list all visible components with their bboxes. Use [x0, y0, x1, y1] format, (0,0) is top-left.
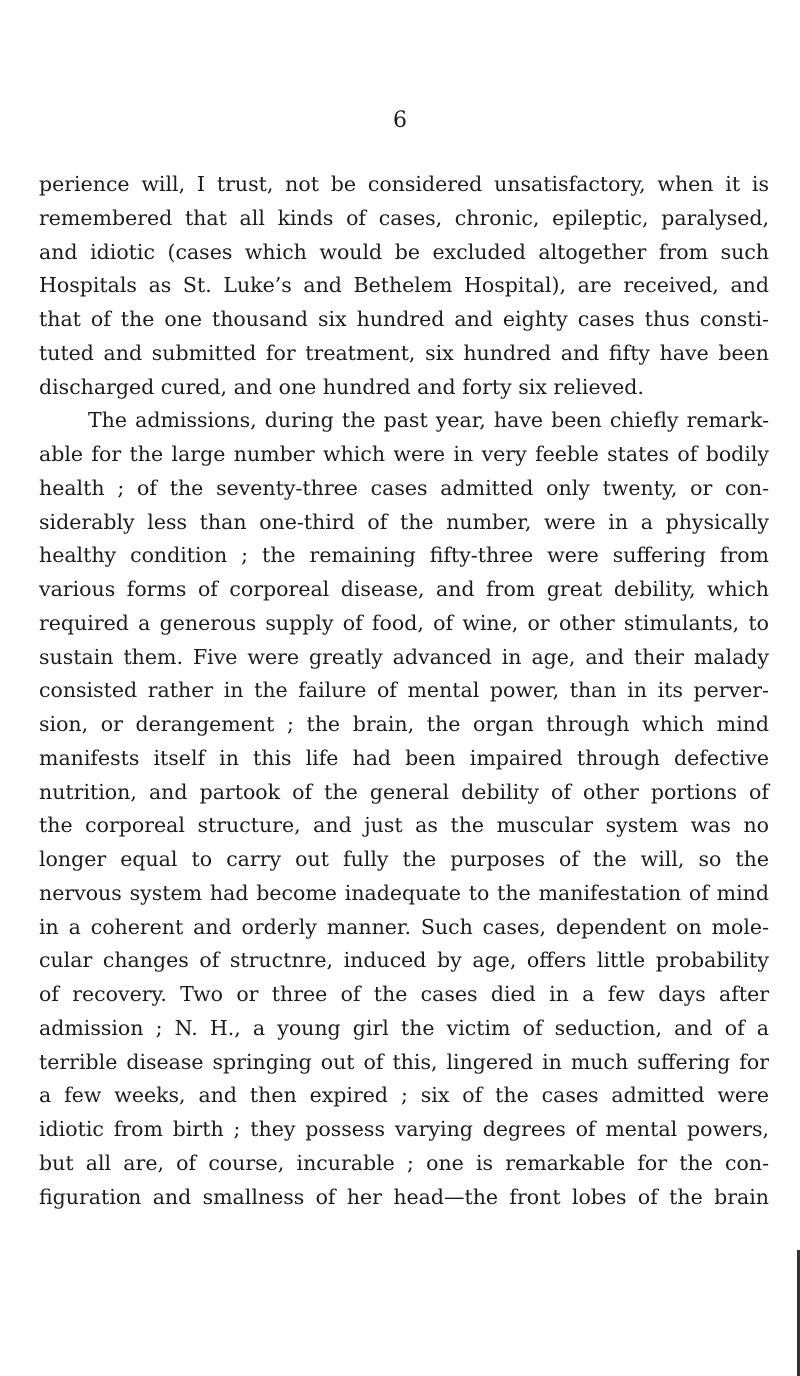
- text-line: nervous system had become inadequate to the manifestation of mind: [39, 880, 769, 905]
- text-line: sustain them. Five were greatly advanced in age, and their malady: [39, 644, 769, 669]
- text-line: admission ; N. H., a young girl the victim of seduction, and of a: [39, 1015, 769, 1040]
- text-line: manifests itself in this life had been impaired through defective: [39, 745, 769, 770]
- text-line: and idiotic (cases which would be excluded altogether from such: [39, 239, 769, 264]
- text-line: required a generous supply of food, of wine, or other stimulants, to: [39, 610, 769, 635]
- text-line: sion, or derangement ; the brain, the organ through which mind: [39, 712, 769, 736]
- text-line: various forms of corporeal disease, and from great debility, which: [39, 577, 769, 601]
- paragraph-1: [39, 168, 769, 404]
- text-line: perience will, I trust, not be considered unsatisfactory, when it is: [39, 172, 769, 196]
- text-line: Hospitals as St. Luke’s and Bethelem Hospital), are received, and: [39, 273, 769, 298]
- text-line: terrible disease springing out of this, lingered in much suffering for: [39, 1049, 769, 1074]
- text-line: but all are, of course, incurable ; one is remarkable for the con-: [39, 1150, 769, 1175]
- text-line: able for the large number which were in very feeble states of bodily: [39, 442, 769, 466]
- paragraph-2: [39, 404, 769, 1214]
- text-line: healthy condition ; the remaining fifty-three were suffering from: [39, 543, 769, 568]
- text-line: consisted rather in the failure of mental power, than in its perver-: [39, 678, 769, 703]
- text-line: nutrition, and partook of the general debility of other portions of: [39, 779, 769, 804]
- text-line: The admissions, during the past year, have been chiefly remark-: [88, 408, 769, 433]
- text-line: that of the one thousand six hundred and eighty cases thus consti-: [39, 307, 769, 331]
- text-line: a few weeks, and then expired ; six of the cases admitted were: [39, 1083, 769, 1108]
- text-line: of recovery. Two or three of the cases died in a few days after: [39, 982, 769, 1006]
- text-line: idiotic from birth ; they possess varying degrees of mental powers,: [39, 1117, 769, 1141]
- text-line: the corporeal structure, and just as the muscular system was no: [39, 813, 769, 838]
- text-line: siderably less than one-third of the number, were in a physically: [39, 509, 769, 534]
- text-line: cular changes of structnre, induced by age, offers little probability: [39, 948, 769, 973]
- text-line: figuration and smallness of her head—the front lobes of the brain: [39, 1184, 769, 1209]
- body-text: [39, 168, 769, 1214]
- page-number: 6: [393, 108, 407, 133]
- text-line: in a coherent and orderly manner. Such cases, dependent on mole-: [39, 914, 769, 939]
- text-line: health ; of the seventy-three cases admitted only twenty, or con-: [39, 475, 769, 500]
- text-line: remembered that all kinds of cases, chronic, epileptic, paralysed,: [39, 205, 769, 230]
- text-line: longer equal to carry out fully the purposes of the will, so the: [39, 847, 769, 871]
- text-line: discharged cured, and one hundred and forty six relieved.: [39, 374, 644, 399]
- text-line: tuted and submitted for treatment, six hundred and fifty have been: [39, 340, 769, 365]
